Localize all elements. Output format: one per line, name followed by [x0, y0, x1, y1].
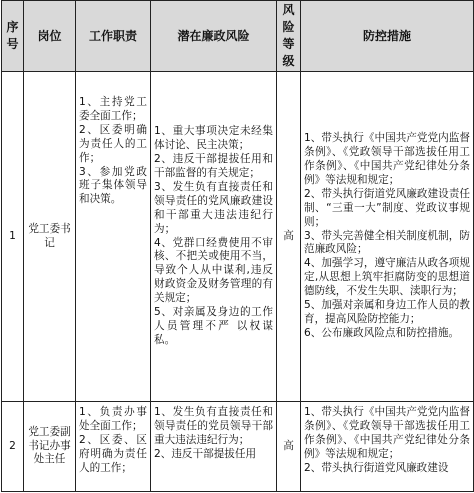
risk-item: 2、违反干部提拔任用和干部监督的有关规定； [154, 153, 273, 179]
row-post: 党工委副书记办事处主任 [24, 402, 76, 492]
row-measures [301, 72, 474, 402]
measure-item: 1、带头执行《中国共产党党内监督条例》、《党政领导干部选拔任用工作条例》、《中国共产党纪律处分条例》等法规和规定； [304, 406, 470, 460]
header-duty: 工作职责 [76, 1, 151, 72]
header-measures: 防控措施 [301, 1, 474, 72]
duty-item: 3、参加党政班子集体领导和决策。 [79, 165, 147, 206]
row-duties [76, 402, 151, 492]
row-risks [151, 72, 277, 402]
measure-item: 1、带头执行《中国共产党党内监督条例》、《党政领导干部选拔任用工作条例》、《中国共产党纪律处分条例》等法规和规定； [304, 132, 470, 186]
measure-item: 6、公布廉政风险点和防控措施。 [304, 326, 460, 339]
measure-item: 4、加强学习，遵守廉洁从政各项规定,从思想上筑牢拒腐防变的思想道德防线，不发生失职、渎职行为； [304, 257, 470, 298]
header-seq: 序 号 [2, 1, 24, 72]
row-level: 高 [277, 402, 301, 492]
row-post: 党工委书记 [24, 72, 76, 402]
header-level: 风 险 等 级 [277, 1, 301, 72]
risk-item: 4、党群口经费使用不审核、不把关或使用不当，导致个人从中谋利,违反财政资金及财务管理的有关规定； [154, 236, 273, 305]
duty-item: 2、区委、区府明确为责任人的工作； [79, 433, 147, 474]
table-row [2, 402, 474, 492]
table-row [2, 72, 474, 402]
row-seq: 2 [2, 402, 24, 492]
row-duties [76, 72, 151, 402]
measure-item: 5、加强对亲属和身边工作人员的教育，提高风险防控能力； [304, 299, 470, 325]
risk-item: 2、违反干部提拔任用 [154, 447, 257, 460]
measure-item: 3、带头完善健全相关制度机制，防范廉政风险； [304, 229, 470, 256]
duty-item: 1、主持党工委全面工作； [79, 96, 147, 122]
risk-item: 3、发生负有直接责任和领导责任的党风廉政建设和干部重大违法违纪行为； [154, 180, 273, 235]
row-seq: 1 [2, 72, 24, 402]
measure-item: 2、带头执行街道党风廉政建设 [304, 461, 449, 474]
header-post: 岗位 [24, 1, 76, 72]
risk-item: 5、对亲属及身边的工作人员管理不严 以权谋私。 [154, 306, 273, 346]
duty-item: 2、区委明确为责任人的工作； [79, 123, 147, 164]
row-measures [301, 402, 474, 492]
row-level: 高 [277, 72, 301, 402]
header-risk: 潜在廉政风险 [151, 1, 277, 72]
measure-item: 2、带头执行街道党风廉政建设责任制、“三重一大”制度、党政议事规则； [304, 187, 470, 228]
risk-item: 1、发生负有直接责任和领导责任的党员领导干部重大违法违纪行为； [154, 406, 273, 446]
duty-item: 1、负责办事处全面工作； [79, 406, 147, 432]
risk-control-table [1, 0, 474, 492]
row-risks [151, 402, 277, 492]
risk-item: 1、重大事项决定未经集体讨论、民主决策； [154, 125, 273, 152]
header-row [2, 1, 474, 72]
